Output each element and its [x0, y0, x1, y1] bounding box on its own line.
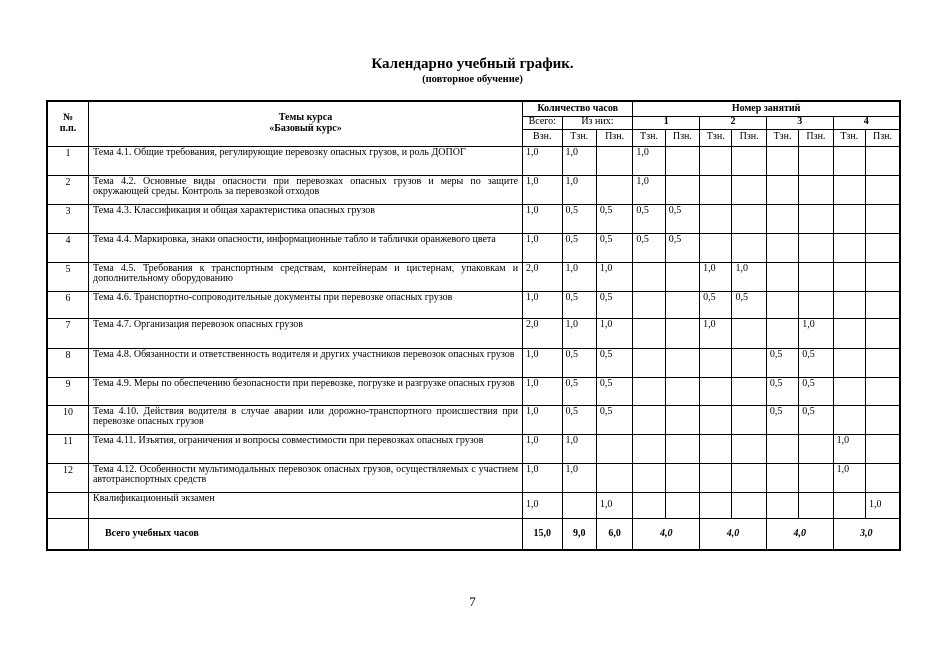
row-pzn [596, 175, 632, 204]
row-lesson-4-tzn [833, 262, 865, 291]
row-pzn: 0,5 [596, 405, 632, 434]
header-lesson-2: 2 [700, 116, 767, 129]
row-vzn: 1,0 [523, 492, 562, 518]
row-pzn: 1,0 [596, 318, 632, 348]
table-row [47, 233, 900, 262]
row-lesson-4-pzn: 1,0 [865, 492, 900, 518]
row-lesson-2-tzn: 1,0 [700, 318, 732, 348]
row-topic: Тема 4.9. Меры по обеспечению безопасности при перевозке, погрузке и разгрузке опасных грузов [88, 377, 522, 405]
header-pzn: Пзн. [596, 129, 632, 146]
row-lesson-3-pzn [799, 204, 833, 233]
row-lesson-1-pzn [665, 492, 699, 518]
row-vzn: 1,0 [523, 204, 562, 233]
header-lessons-group: Номер занятий [633, 101, 900, 116]
row-lesson-2-tzn [700, 233, 732, 262]
row-lesson-2-tzn [700, 175, 732, 204]
header-l3-tzn: Тзн. [766, 129, 798, 146]
row-lesson-2-tzn [700, 463, 732, 492]
row-vzn: 1,0 [523, 405, 562, 434]
row-lesson-4-pzn [865, 291, 900, 318]
row-lesson-1-tzn [633, 348, 665, 377]
row-lesson-3-pzn: 1,0 [799, 318, 833, 348]
row-lesson-2-pzn [732, 463, 766, 492]
row-lesson-1-tzn: 1,0 [633, 146, 665, 175]
row-lesson-1-tzn [633, 463, 665, 492]
row-lesson-2-tzn [700, 146, 732, 175]
row-topic: Тема 4.7. Организация перевозок опасных грузов [88, 318, 522, 348]
table-row [47, 175, 900, 204]
table-row [47, 492, 900, 518]
row-lesson-4-tzn [833, 492, 865, 518]
row-topic: Тема 4.3. Классификация и общая характеристика опасных грузов [88, 204, 522, 233]
totals-lesson-1: 4,0 [633, 518, 700, 550]
row-lesson-4-tzn [833, 377, 865, 405]
totals-num-cell [47, 518, 88, 550]
row-lesson-2-pzn [732, 175, 766, 204]
row-number: 9 [47, 377, 88, 405]
table-row [47, 146, 900, 175]
row-lesson-2-pzn: 1,0 [732, 262, 766, 291]
row-topic: Тема 4.11. Изъятия, ограничения и вопросы совместимости при перевозках опасных грузов [88, 434, 522, 463]
row-lesson-4-tzn [833, 233, 865, 262]
row-lesson-2-pzn [732, 434, 766, 463]
header-l2-tzn: Тзн. [700, 129, 732, 146]
row-lesson-2-pzn [732, 377, 766, 405]
row-pzn: 1,0 [596, 262, 632, 291]
row-lesson-4-tzn: 1,0 [833, 463, 865, 492]
row-pzn: 0,5 [596, 377, 632, 405]
row-lesson-1-pzn: 0,5 [665, 204, 699, 233]
table-row [47, 463, 900, 492]
row-lesson-1-tzn: 0,5 [633, 204, 665, 233]
row-pzn: 0,5 [596, 291, 632, 318]
row-lesson-1-pzn [665, 463, 699, 492]
row-lesson-4-pzn [865, 405, 900, 434]
row-number: 4 [47, 233, 88, 262]
row-lesson-3-pzn [799, 434, 833, 463]
row-lesson-3-tzn [766, 434, 798, 463]
row-lesson-2-tzn [700, 204, 732, 233]
table-row [47, 434, 900, 463]
row-topic: Тема 4.4. Маркировка, знаки опасности, информационные табло и таблички оранжевого цвета [88, 233, 522, 262]
row-vzn: 1,0 [523, 291, 562, 318]
header-topic-cell [88, 101, 522, 146]
row-number: 5 [47, 262, 88, 291]
row-lesson-4-pzn [865, 463, 900, 492]
row-pzn [596, 434, 632, 463]
row-tzn: 0,5 [562, 204, 596, 233]
row-lesson-1-pzn [665, 405, 699, 434]
row-lesson-3-pzn [799, 463, 833, 492]
row-tzn: 0,5 [562, 233, 596, 262]
row-number: 3 [47, 204, 88, 233]
row-lesson-2-pzn [732, 492, 766, 518]
row-lesson-2-pzn [732, 405, 766, 434]
row-vzn: 1,0 [523, 175, 562, 204]
totals-vzn: 15,0 [523, 518, 562, 550]
row-topic: Тема 4.1. Общие требования, регулирующие перевозку опасных грузов, и роль ДОПОГ [88, 146, 522, 175]
table-row [47, 291, 900, 318]
row-lesson-3-tzn [766, 204, 798, 233]
row-lesson-4-pzn [865, 204, 900, 233]
row-lesson-1-pzn [665, 291, 699, 318]
row-lesson-1-tzn [633, 405, 665, 434]
row-lesson-4-tzn [833, 146, 865, 175]
row-lesson-4-pzn [865, 348, 900, 377]
table-row [47, 204, 900, 233]
row-lesson-3-pzn: 0,5 [799, 377, 833, 405]
row-lesson-1-pzn [665, 146, 699, 175]
row-lesson-1-pzn [665, 348, 699, 377]
row-number: 1 [47, 146, 88, 175]
table-row [47, 377, 900, 405]
header-l2-pzn: Пзн. [732, 129, 766, 146]
row-pzn: 1,0 [596, 492, 632, 518]
row-lesson-4-tzn [833, 318, 865, 348]
header-l4-pzn: Пзн. [865, 129, 900, 146]
row-lesson-3-pzn [799, 492, 833, 518]
totals-lesson-4: 3,0 [833, 518, 900, 550]
header-lesson-1: 1 [633, 116, 700, 129]
row-lesson-3-tzn [766, 233, 798, 262]
row-lesson-1-tzn [633, 262, 665, 291]
row-tzn [562, 492, 596, 518]
row-lesson-1-pzn [665, 262, 699, 291]
row-lesson-3-tzn [766, 262, 798, 291]
row-lesson-4-pzn [865, 434, 900, 463]
row-lesson-3-tzn: 0,5 [766, 348, 798, 377]
row-lesson-4-pzn [865, 262, 900, 291]
row-lesson-3-tzn [766, 175, 798, 204]
row-number: 7 [47, 318, 88, 348]
totals-lesson-2: 4,0 [700, 518, 767, 550]
row-vzn: 1,0 [523, 233, 562, 262]
schedule-rows [47, 146, 900, 518]
header-num-line2: п.п. [59, 122, 77, 134]
row-tzn: 1,0 [562, 146, 596, 175]
header-l3-pzn: Пзн. [799, 129, 833, 146]
row-vzn: 1,0 [523, 146, 562, 175]
row-tzn: 1,0 [562, 262, 596, 291]
row-lesson-3-tzn [766, 146, 798, 175]
header-tzn: Тзн. [562, 129, 596, 146]
row-lesson-2-pzn [732, 318, 766, 348]
page-number: 7 [469, 594, 476, 609]
row-lesson-1-tzn [633, 492, 665, 518]
row-lesson-1-tzn: 0,5 [633, 233, 665, 262]
header-num-line1: № [62, 112, 74, 124]
row-number: 10 [47, 405, 88, 434]
row-lesson-3-pzn [799, 291, 833, 318]
row-lesson-1-tzn [633, 318, 665, 348]
row-topic: Тема 4.12. Особенности мультимодальных перевозок опасных грузов, осуществляемых с участием автотранспортных средств [88, 463, 522, 492]
row-lesson-1-pzn: 0,5 [665, 233, 699, 262]
header-topic-line2: «Базовый курс» [269, 122, 342, 134]
row-pzn: 0,5 [596, 348, 632, 377]
row-lesson-3-tzn [766, 318, 798, 348]
row-lesson-4-tzn [833, 175, 865, 204]
row-number: 2 [47, 175, 88, 204]
row-topic: Тема 4.8. Обязанности и ответственность водителя и других участников перевозок опасных грузов [88, 348, 522, 377]
row-vzn: 1,0 [523, 463, 562, 492]
header-vzn: Взн. [523, 129, 562, 146]
row-lesson-2-tzn: 0,5 [700, 291, 732, 318]
row-lesson-3-pzn [799, 262, 833, 291]
row-topic: Тема 4.10. Действия водителя в случае аварии или дорожно-транспортного происшествия при перевозке опасных грузов [88, 405, 522, 434]
row-lesson-3-tzn [766, 463, 798, 492]
row-lesson-3-pzn: 0,5 [799, 348, 833, 377]
row-number: 8 [47, 348, 88, 377]
page-subtitle: (повторное обучение) [422, 74, 523, 85]
row-lesson-1-tzn [633, 434, 665, 463]
row-vzn: 2,0 [523, 262, 562, 291]
row-lesson-2-pzn [732, 233, 766, 262]
row-number: 11 [47, 434, 88, 463]
row-lesson-4-pzn [865, 233, 900, 262]
table-row [47, 405, 900, 434]
row-number: 12 [47, 463, 88, 492]
row-lesson-3-pzn: 0,5 [799, 405, 833, 434]
row-lesson-2-pzn [732, 204, 766, 233]
row-lesson-1-pzn [665, 434, 699, 463]
row-topic: Тема 4.5. Требования к транспортным средствам, контейнерам и цистернам, упаковкам и дополнительному оборудованию [88, 262, 522, 291]
row-lesson-4-tzn [833, 204, 865, 233]
row-pzn [596, 463, 632, 492]
row-lesson-2-pzn [732, 348, 766, 377]
header-of-them: Из них: [562, 116, 633, 129]
header-l1-pzn: Пзн. [665, 129, 699, 146]
totals-tzn: 9,0 [562, 518, 596, 550]
row-tzn: 0,5 [562, 377, 596, 405]
row-lesson-1-tzn: 1,0 [633, 175, 665, 204]
totals-row [47, 518, 900, 550]
schedule-table [46, 100, 901, 551]
row-lesson-1-tzn [633, 377, 665, 405]
row-lesson-3-tzn [766, 291, 798, 318]
header-l4-tzn: Тзн. [833, 129, 865, 146]
row-lesson-4-pzn [865, 146, 900, 175]
row-tzn: 1,0 [562, 175, 596, 204]
row-number: 6 [47, 291, 88, 318]
row-lesson-2-tzn [700, 434, 732, 463]
row-lesson-4-tzn [833, 348, 865, 377]
row-lesson-4-pzn [865, 318, 900, 348]
row-lesson-4-tzn [833, 291, 865, 318]
row-lesson-3-tzn [766, 492, 798, 518]
row-lesson-3-pzn [799, 146, 833, 175]
row-lesson-1-tzn [633, 291, 665, 318]
header-l1-tzn: Тзн. [633, 129, 665, 146]
header-lesson-4: 4 [833, 116, 900, 129]
row-lesson-2-tzn [700, 405, 732, 434]
row-lesson-1-pzn [665, 175, 699, 204]
row-tzn: 0,5 [562, 348, 596, 377]
row-number [47, 492, 88, 518]
header-num-cell [47, 101, 88, 146]
row-lesson-2-tzn: 1,0 [700, 262, 732, 291]
header-lesson-3: 3 [766, 116, 833, 129]
row-topic: Тема 4.2. Основные виды опасности при перевозках опасных грузов и меры по защите окружающей среды. Контроль за перевозкой отходов [88, 175, 522, 204]
row-tzn: 1,0 [562, 318, 596, 348]
totals-label: Всего учебных часов [88, 518, 522, 550]
row-tzn: 0,5 [562, 405, 596, 434]
row-lesson-3-pzn [799, 233, 833, 262]
row-tzn: 0,5 [562, 291, 596, 318]
row-topic: Квалификационный экзамен [88, 492, 522, 518]
row-lesson-4-tzn: 1,0 [833, 434, 865, 463]
row-lesson-1-pzn [665, 318, 699, 348]
row-lesson-2-tzn [700, 492, 732, 518]
row-tzn: 1,0 [562, 434, 596, 463]
page-title: Календарно учебный график. [371, 56, 574, 72]
row-topic: Тема 4.6. Транспортно-сопроводительные документы при перевозке опасных грузов [88, 291, 522, 318]
row-vzn: 1,0 [523, 377, 562, 405]
row-lesson-3-pzn [799, 175, 833, 204]
row-lesson-2-tzn [700, 348, 732, 377]
row-lesson-2-pzn: 0,5 [732, 291, 766, 318]
row-lesson-1-pzn [665, 377, 699, 405]
row-lesson-3-tzn: 0,5 [766, 405, 798, 434]
row-lesson-4-tzn [833, 405, 865, 434]
row-pzn: 0,5 [596, 233, 632, 262]
row-lesson-4-pzn [865, 377, 900, 405]
row-vzn: 1,0 [523, 434, 562, 463]
table-row [47, 318, 900, 348]
row-pzn [596, 146, 632, 175]
row-lesson-3-tzn: 0,5 [766, 377, 798, 405]
table-row [47, 262, 900, 291]
totals-pzn: 6,0 [596, 518, 632, 550]
row-tzn: 1,0 [562, 463, 596, 492]
totals-lesson-3: 4,0 [766, 518, 833, 550]
row-lesson-2-pzn [732, 146, 766, 175]
row-vzn: 2,0 [523, 318, 562, 348]
table-row [47, 348, 900, 377]
row-lesson-4-pzn [865, 175, 900, 204]
row-pzn: 0,5 [596, 204, 632, 233]
row-vzn: 1,0 [523, 348, 562, 377]
header-hours-group: Количество часов [523, 101, 633, 116]
row-lesson-2-tzn [700, 377, 732, 405]
header-total: Всего: [523, 116, 562, 129]
header-topic-line1: Темы курса [278, 112, 333, 124]
